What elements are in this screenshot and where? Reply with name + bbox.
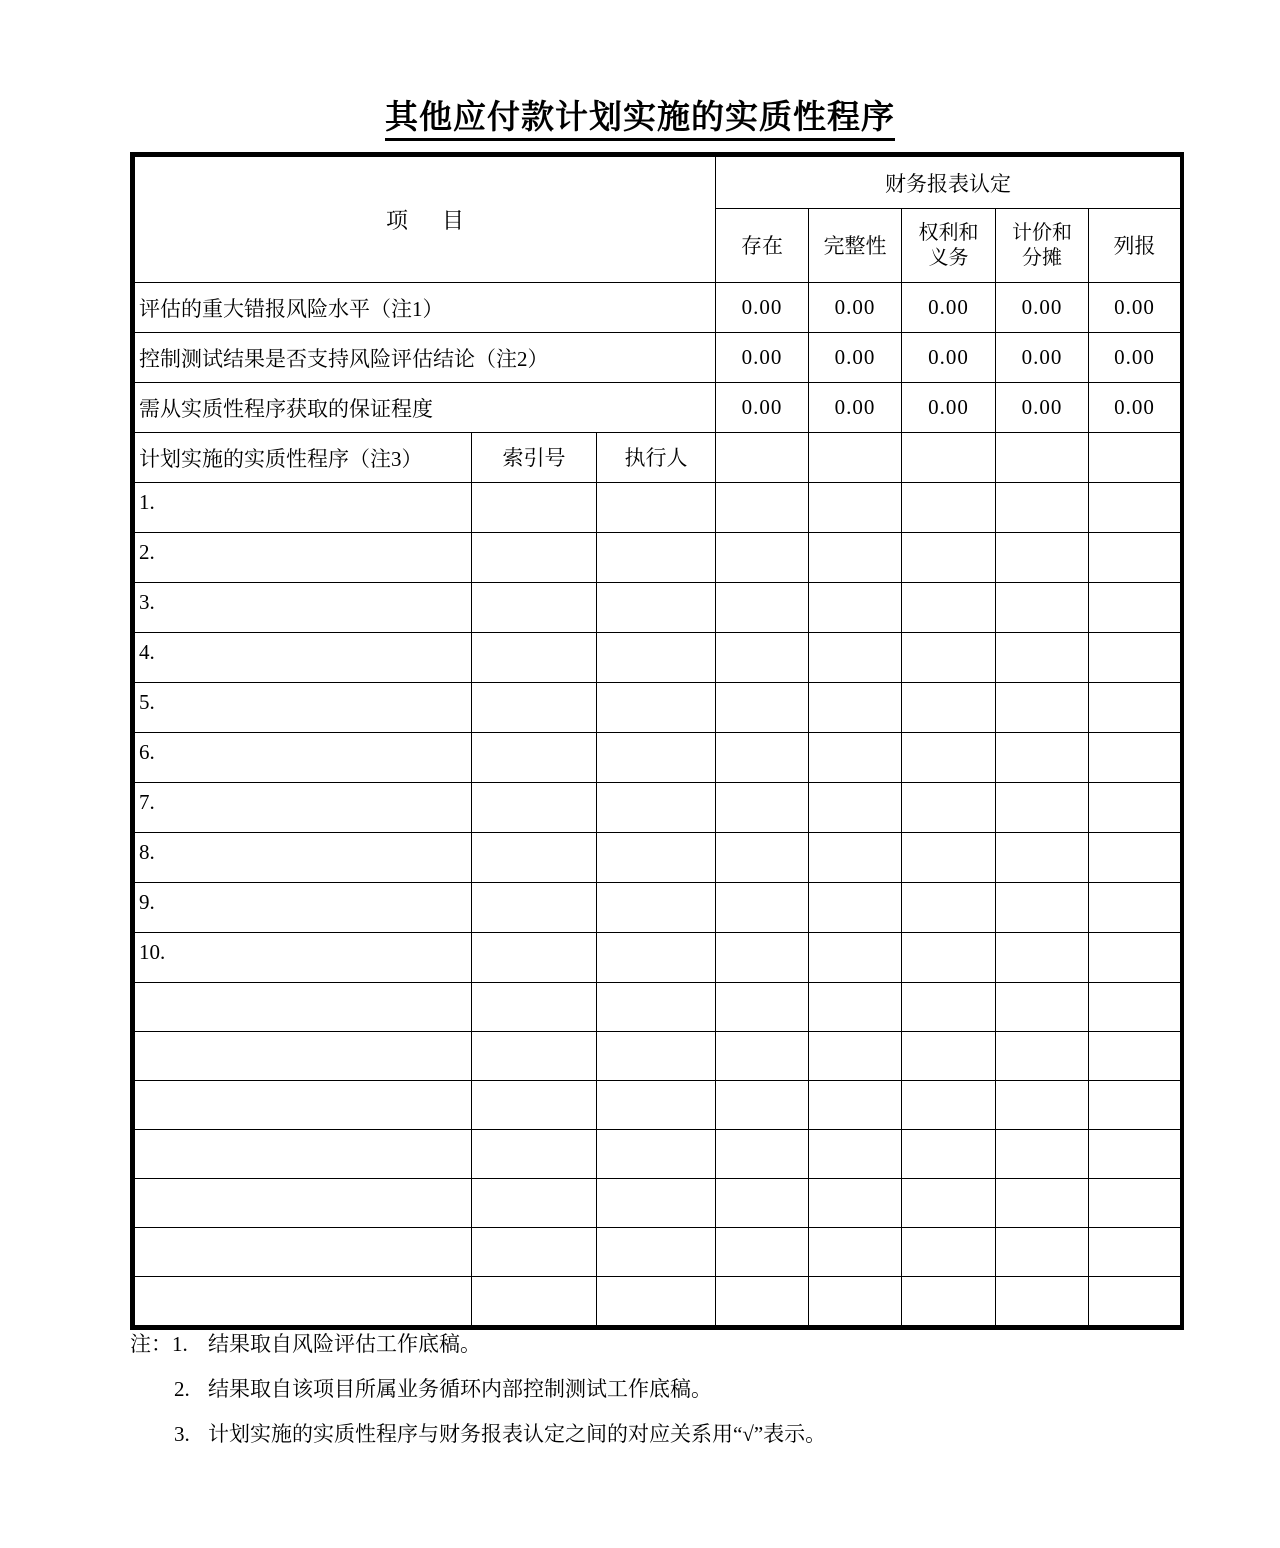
procedure-executor-cell[interactable] [597, 683, 716, 733]
footnote-2-number-wrap [130, 1377, 208, 1401]
blank-cell-executor[interactable] [597, 1081, 716, 1130]
column-header-valuation-allocation [996, 209, 1089, 283]
blank-cell-completeness[interactable] [809, 1228, 902, 1277]
procedure-executor-cell[interactable] [597, 833, 716, 883]
page-title [0, 96, 1280, 140]
blank-cell-index[interactable] [472, 1277, 597, 1326]
procedure-index-cell[interactable] [472, 533, 597, 583]
procedure-number-cell[interactable]: 5. [135, 683, 472, 733]
procedure-assertion-valuation[interactable] [996, 633, 1089, 683]
procedure-number-cell[interactable]: 8. [135, 833, 472, 883]
table-row-procedure [135, 633, 1181, 683]
column-header-rights-obligations [902, 209, 996, 283]
blank-cell-item[interactable] [135, 1277, 472, 1326]
blank-cell-rights[interactable] [902, 1179, 996, 1228]
assertions-group-header: 财务报表认定 [716, 157, 1181, 209]
blank-cell-completeness[interactable] [809, 1277, 902, 1326]
procedure-assertion-valuation[interactable] [996, 683, 1089, 733]
procedures-header-cell-valuation[interactable] [996, 433, 1089, 483]
procedure-assertion-completeness[interactable] [809, 533, 902, 583]
blank-cell-rights[interactable] [902, 1277, 996, 1326]
blank-cell-valuation[interactable] [996, 1228, 1089, 1277]
procedure-assertion-completeness[interactable] [809, 583, 902, 633]
procedure-executor-cell[interactable] [597, 933, 716, 983]
procedure-assertion-valuation[interactable] [996, 783, 1089, 833]
value-control-test-completeness[interactable]: 0.00 [809, 333, 902, 383]
blank-cell-rights[interactable] [902, 1081, 996, 1130]
procedure-assertion-presentation[interactable] [1089, 533, 1181, 583]
procedure-index-cell[interactable] [472, 683, 597, 733]
value-assurance-existence[interactable]: 0.00 [716, 383, 809, 433]
row-label-assessed-risk: 评估的重大错报风险水平（注1） [135, 283, 716, 333]
blank-cell-index[interactable] [472, 1179, 597, 1228]
procedure-assertion-valuation[interactable] [996, 733, 1089, 783]
blank-cell-existence[interactable] [716, 1277, 809, 1326]
blank-cell-index[interactable] [472, 983, 597, 1032]
blank-cell-item[interactable] [135, 1130, 472, 1179]
table-row-procedures-header [135, 433, 1181, 483]
procedure-assertion-existence[interactable] [716, 633, 809, 683]
procedure-number-cell[interactable]: 1. [135, 483, 472, 533]
procedure-number-cell[interactable]: 4. [135, 633, 472, 683]
table-row-procedure [135, 783, 1181, 833]
procedure-assertion-rights[interactable] [902, 683, 996, 733]
procedure-assertion-rights[interactable] [902, 483, 996, 533]
procedure-assertion-existence[interactable] [716, 833, 809, 883]
procedure-index-cell[interactable] [472, 733, 597, 783]
procedures-header-cell-rights[interactable] [902, 433, 996, 483]
footnote-1-number: 1. [172, 1332, 188, 1356]
procedure-assertion-valuation[interactable] [996, 883, 1089, 933]
column-header-presentation: 列报 [1089, 209, 1181, 283]
value-assessed-risk-completeness[interactable]: 0.00 [809, 283, 902, 333]
value-assessed-risk-valuation[interactable]: 0.00 [996, 283, 1089, 333]
blank-cell-completeness[interactable] [809, 1179, 902, 1228]
blank-cell-existence[interactable] [716, 1081, 809, 1130]
procedure-executor-cell[interactable] [597, 783, 716, 833]
procedure-assertion-rights[interactable] [902, 633, 996, 683]
footnotes [130, 1332, 1190, 1467]
procedure-index-cell[interactable] [472, 883, 597, 933]
blank-cell-valuation[interactable] [996, 983, 1089, 1032]
footnote-1-text: 结果取自风险评估工作底稿。 [208, 1332, 481, 1356]
table-row-blank [135, 1179, 1181, 1228]
blank-cell-completeness[interactable] [809, 983, 902, 1032]
footnote-3-text: 计划实施的实质性程序与财务报表认定之间的对应关系用“√”表示。 [208, 1422, 827, 1446]
procedure-assertion-presentation[interactable] [1089, 483, 1181, 533]
table-row-blank [135, 1081, 1181, 1130]
procedure-number-cell[interactable]: 3. [135, 583, 472, 633]
procedure-assertion-presentation[interactable] [1089, 633, 1181, 683]
procedure-index-cell[interactable] [472, 483, 597, 533]
procedure-assertion-rights[interactable] [902, 733, 996, 783]
procedure-number-cell[interactable]: 10. [135, 933, 472, 983]
blank-cell-presentation[interactable] [1089, 1032, 1181, 1081]
table-row-assurance-level [135, 383, 1181, 433]
table-row-procedure [135, 683, 1181, 733]
value-control-test-existence[interactable]: 0.00 [716, 333, 809, 383]
procedure-assertion-presentation[interactable] [1089, 883, 1181, 933]
procedure-assertion-valuation[interactable] [996, 483, 1089, 533]
blank-cell-presentation[interactable] [1089, 1130, 1181, 1179]
procedure-assertion-rights[interactable] [902, 583, 996, 633]
blank-cell-rights[interactable] [902, 983, 996, 1032]
procedure-index-cell[interactable] [472, 583, 597, 633]
procedure-assertion-completeness[interactable] [809, 783, 902, 833]
blank-cell-item[interactable] [135, 1032, 472, 1081]
procedure-assertion-completeness[interactable] [809, 833, 902, 883]
footnote-3-number: 3. [174, 1422, 190, 1446]
procedure-number-cell[interactable]: 7. [135, 783, 472, 833]
blank-cell-completeness[interactable] [809, 1130, 902, 1179]
blank-cell-presentation[interactable] [1089, 1081, 1181, 1130]
procedure-assertion-completeness[interactable] [809, 633, 902, 683]
procedure-assertion-presentation[interactable] [1089, 583, 1181, 633]
blank-cell-index[interactable] [472, 1228, 597, 1277]
procedure-assertion-existence[interactable] [716, 783, 809, 833]
blank-cell-executor[interactable] [597, 983, 716, 1032]
blank-cell-item[interactable] [135, 1081, 472, 1130]
blank-cell-item[interactable] [135, 1179, 472, 1228]
value-assurance-presentation[interactable]: 0.00 [1089, 383, 1181, 433]
value-assessed-risk-presentation[interactable]: 0.00 [1089, 283, 1181, 333]
item-header-char-1: 项 [385, 208, 408, 233]
table-row-procedure [135, 483, 1181, 533]
blank-cell-existence[interactable] [716, 1130, 809, 1179]
blank-cell-item[interactable] [135, 1228, 472, 1277]
footnote-prefix [130, 1332, 208, 1356]
procedure-index-cell[interactable] [472, 933, 597, 983]
value-control-test-presentation[interactable]: 0.00 [1089, 333, 1181, 383]
table-row-blank [135, 1277, 1181, 1326]
procedure-executor-cell[interactable] [597, 483, 716, 533]
blank-cell-valuation[interactable] [996, 1081, 1089, 1130]
procedure-assertion-existence[interactable] [716, 483, 809, 533]
procedure-number-cell[interactable]: 9. [135, 883, 472, 933]
blank-cell-executor[interactable] [597, 1130, 716, 1179]
procedure-executor-cell[interactable] [597, 883, 716, 933]
table-row-control-test-result [135, 333, 1181, 383]
blank-cell-executor[interactable] [597, 1277, 716, 1326]
item-header-char-2: 目 [442, 208, 465, 233]
blank-cell-rights[interactable] [902, 1032, 996, 1081]
procedures-header-cell-existence[interactable] [716, 433, 809, 483]
value-assessed-risk-existence[interactable]: 0.00 [716, 283, 809, 333]
footnote-2-number: 2. [174, 1377, 190, 1401]
footnote-3-number-wrap [130, 1422, 208, 1446]
procedure-assertion-valuation[interactable] [996, 583, 1089, 633]
table-row-blank [135, 1130, 1181, 1179]
value-assurance-valuation[interactable]: 0.00 [996, 383, 1089, 433]
blank-cell-executor[interactable] [597, 1032, 716, 1081]
procedure-assertion-existence[interactable] [716, 933, 809, 983]
value-control-test-valuation[interactable]: 0.00 [996, 333, 1089, 383]
procedure-assertion-rights[interactable] [902, 783, 996, 833]
value-assessed-risk-rights[interactable]: 0.00 [902, 283, 996, 333]
blank-cell-presentation[interactable] [1089, 983, 1181, 1032]
table-row-procedure [135, 833, 1181, 883]
procedure-number-cell[interactable]: 2. [135, 533, 472, 583]
table-row-procedure [135, 883, 1181, 933]
procedure-assertion-presentation[interactable] [1089, 833, 1181, 883]
rights-line-2: 义务 [928, 246, 969, 269]
procedure-assertion-presentation[interactable] [1089, 783, 1181, 833]
procedure-assertion-rights[interactable] [902, 883, 996, 933]
procedure-assertion-completeness[interactable] [809, 733, 902, 783]
blank-cell-item[interactable] [135, 983, 472, 1032]
procedure-assertion-completeness[interactable] [809, 933, 902, 983]
procedure-assertion-valuation[interactable] [996, 933, 1089, 983]
procedures-header-cell-presentation[interactable] [1089, 433, 1181, 483]
table-row-procedure [135, 583, 1181, 633]
valuation-line-2: 分摊 [1022, 246, 1062, 269]
procedure-assertion-existence[interactable] [716, 733, 809, 783]
procedure-assertion-completeness[interactable] [809, 683, 902, 733]
blank-cell-index[interactable] [472, 1081, 597, 1130]
procedure-index-cell[interactable] [472, 783, 597, 833]
procedure-assertion-rights[interactable] [902, 533, 996, 583]
table-row-blank [135, 1032, 1181, 1081]
procedure-assertion-completeness[interactable] [809, 883, 902, 933]
blank-cell-completeness[interactable] [809, 1032, 902, 1081]
procedure-executor-cell[interactable] [597, 633, 716, 683]
procedure-executor-cell[interactable] [597, 583, 716, 633]
blank-cell-valuation[interactable] [996, 1032, 1089, 1081]
blank-cell-existence[interactable] [716, 983, 809, 1032]
procedures-header-cell-completeness[interactable] [809, 433, 902, 483]
column-header-index-no: 索引号 [472, 433, 597, 483]
procedure-index-cell[interactable] [472, 833, 597, 883]
column-header-existence: 存在 [716, 209, 809, 283]
value-control-test-rights[interactable]: 0.00 [902, 333, 996, 383]
footnote-2 [130, 1377, 1190, 1401]
table-row-procedure [135, 533, 1181, 583]
column-header-completeness: 完整性 [809, 209, 902, 283]
procedure-assertion-existence[interactable] [716, 583, 809, 633]
blank-cell-index[interactable] [472, 1032, 597, 1081]
procedure-executor-cell[interactable] [597, 733, 716, 783]
table-row-blank [135, 983, 1181, 1032]
blank-cell-rights[interactable] [902, 1228, 996, 1277]
footnote-3 [130, 1422, 1190, 1446]
row-label-assurance-level: 需从实质性程序获取的保证程度 [135, 383, 716, 433]
substantive-procedures-table [130, 152, 1184, 1330]
column-header-executor: 执行人 [597, 433, 716, 483]
item-column-header [135, 157, 716, 283]
procedure-number-cell[interactable]: 6. [135, 733, 472, 783]
table-row-assessed-risk [135, 283, 1181, 333]
procedure-executor-cell[interactable] [597, 533, 716, 583]
blank-cell-presentation[interactable] [1089, 1179, 1181, 1228]
blank-cell-executor[interactable] [597, 1228, 716, 1277]
blank-cell-completeness[interactable] [809, 1081, 902, 1130]
procedure-assertion-presentation[interactable] [1089, 683, 1181, 733]
blank-cell-executor[interactable] [597, 1179, 716, 1228]
table-row-blank [135, 1228, 1181, 1277]
value-assurance-rights[interactable]: 0.00 [902, 383, 996, 433]
procedure-assertion-rights[interactable] [902, 833, 996, 883]
table-row-procedure [135, 733, 1181, 783]
procedure-assertion-presentation[interactable] [1089, 933, 1181, 983]
blank-cell-existence[interactable] [716, 1032, 809, 1081]
blank-cell-valuation[interactable] [996, 1277, 1089, 1326]
procedure-assertion-existence[interactable] [716, 883, 809, 933]
blank-cell-existence[interactable] [716, 1228, 809, 1277]
blank-cell-rights[interactable] [902, 1130, 996, 1179]
procedures-header-label: 计划实施的实质性程序（注3） [135, 433, 472, 483]
rights-line-1: 权利和 [918, 221, 979, 244]
value-assurance-completeness[interactable]: 0.00 [809, 383, 902, 433]
procedure-assertion-existence[interactable] [716, 533, 809, 583]
table-header-row-top [135, 157, 1181, 209]
procedure-assertion-completeness[interactable] [809, 483, 902, 533]
valuation-line-1: 计价和 [1012, 221, 1072, 244]
blank-cell-index[interactable] [472, 1130, 597, 1179]
blank-cell-presentation[interactable] [1089, 1228, 1181, 1277]
blank-cell-valuation[interactable] [996, 1130, 1089, 1179]
procedure-assertion-rights[interactable] [902, 933, 996, 983]
procedure-index-cell[interactable] [472, 633, 597, 683]
procedure-assertion-existence[interactable] [716, 683, 809, 733]
blank-cell-existence[interactable] [716, 1179, 809, 1228]
footnote-1 [130, 1332, 1190, 1356]
procedure-assertion-presentation[interactable] [1089, 733, 1181, 783]
footnote-2-text: 结果取自该项目所属业务循环内部控制测试工作底稿。 [208, 1377, 712, 1401]
blank-cell-presentation[interactable] [1089, 1277, 1181, 1326]
footnote-prefix-text: 注： [130, 1332, 172, 1356]
page-title-text: 其他应付款计划实施的实质性程序 [385, 100, 895, 141]
table-row-procedure [135, 933, 1181, 983]
procedure-assertion-valuation[interactable] [996, 833, 1089, 883]
procedure-assertion-valuation[interactable] [996, 533, 1089, 583]
row-label-control-test-result: 控制测试结果是否支持风险评估结论（注2） [135, 333, 716, 383]
blank-cell-valuation[interactable] [996, 1179, 1089, 1228]
